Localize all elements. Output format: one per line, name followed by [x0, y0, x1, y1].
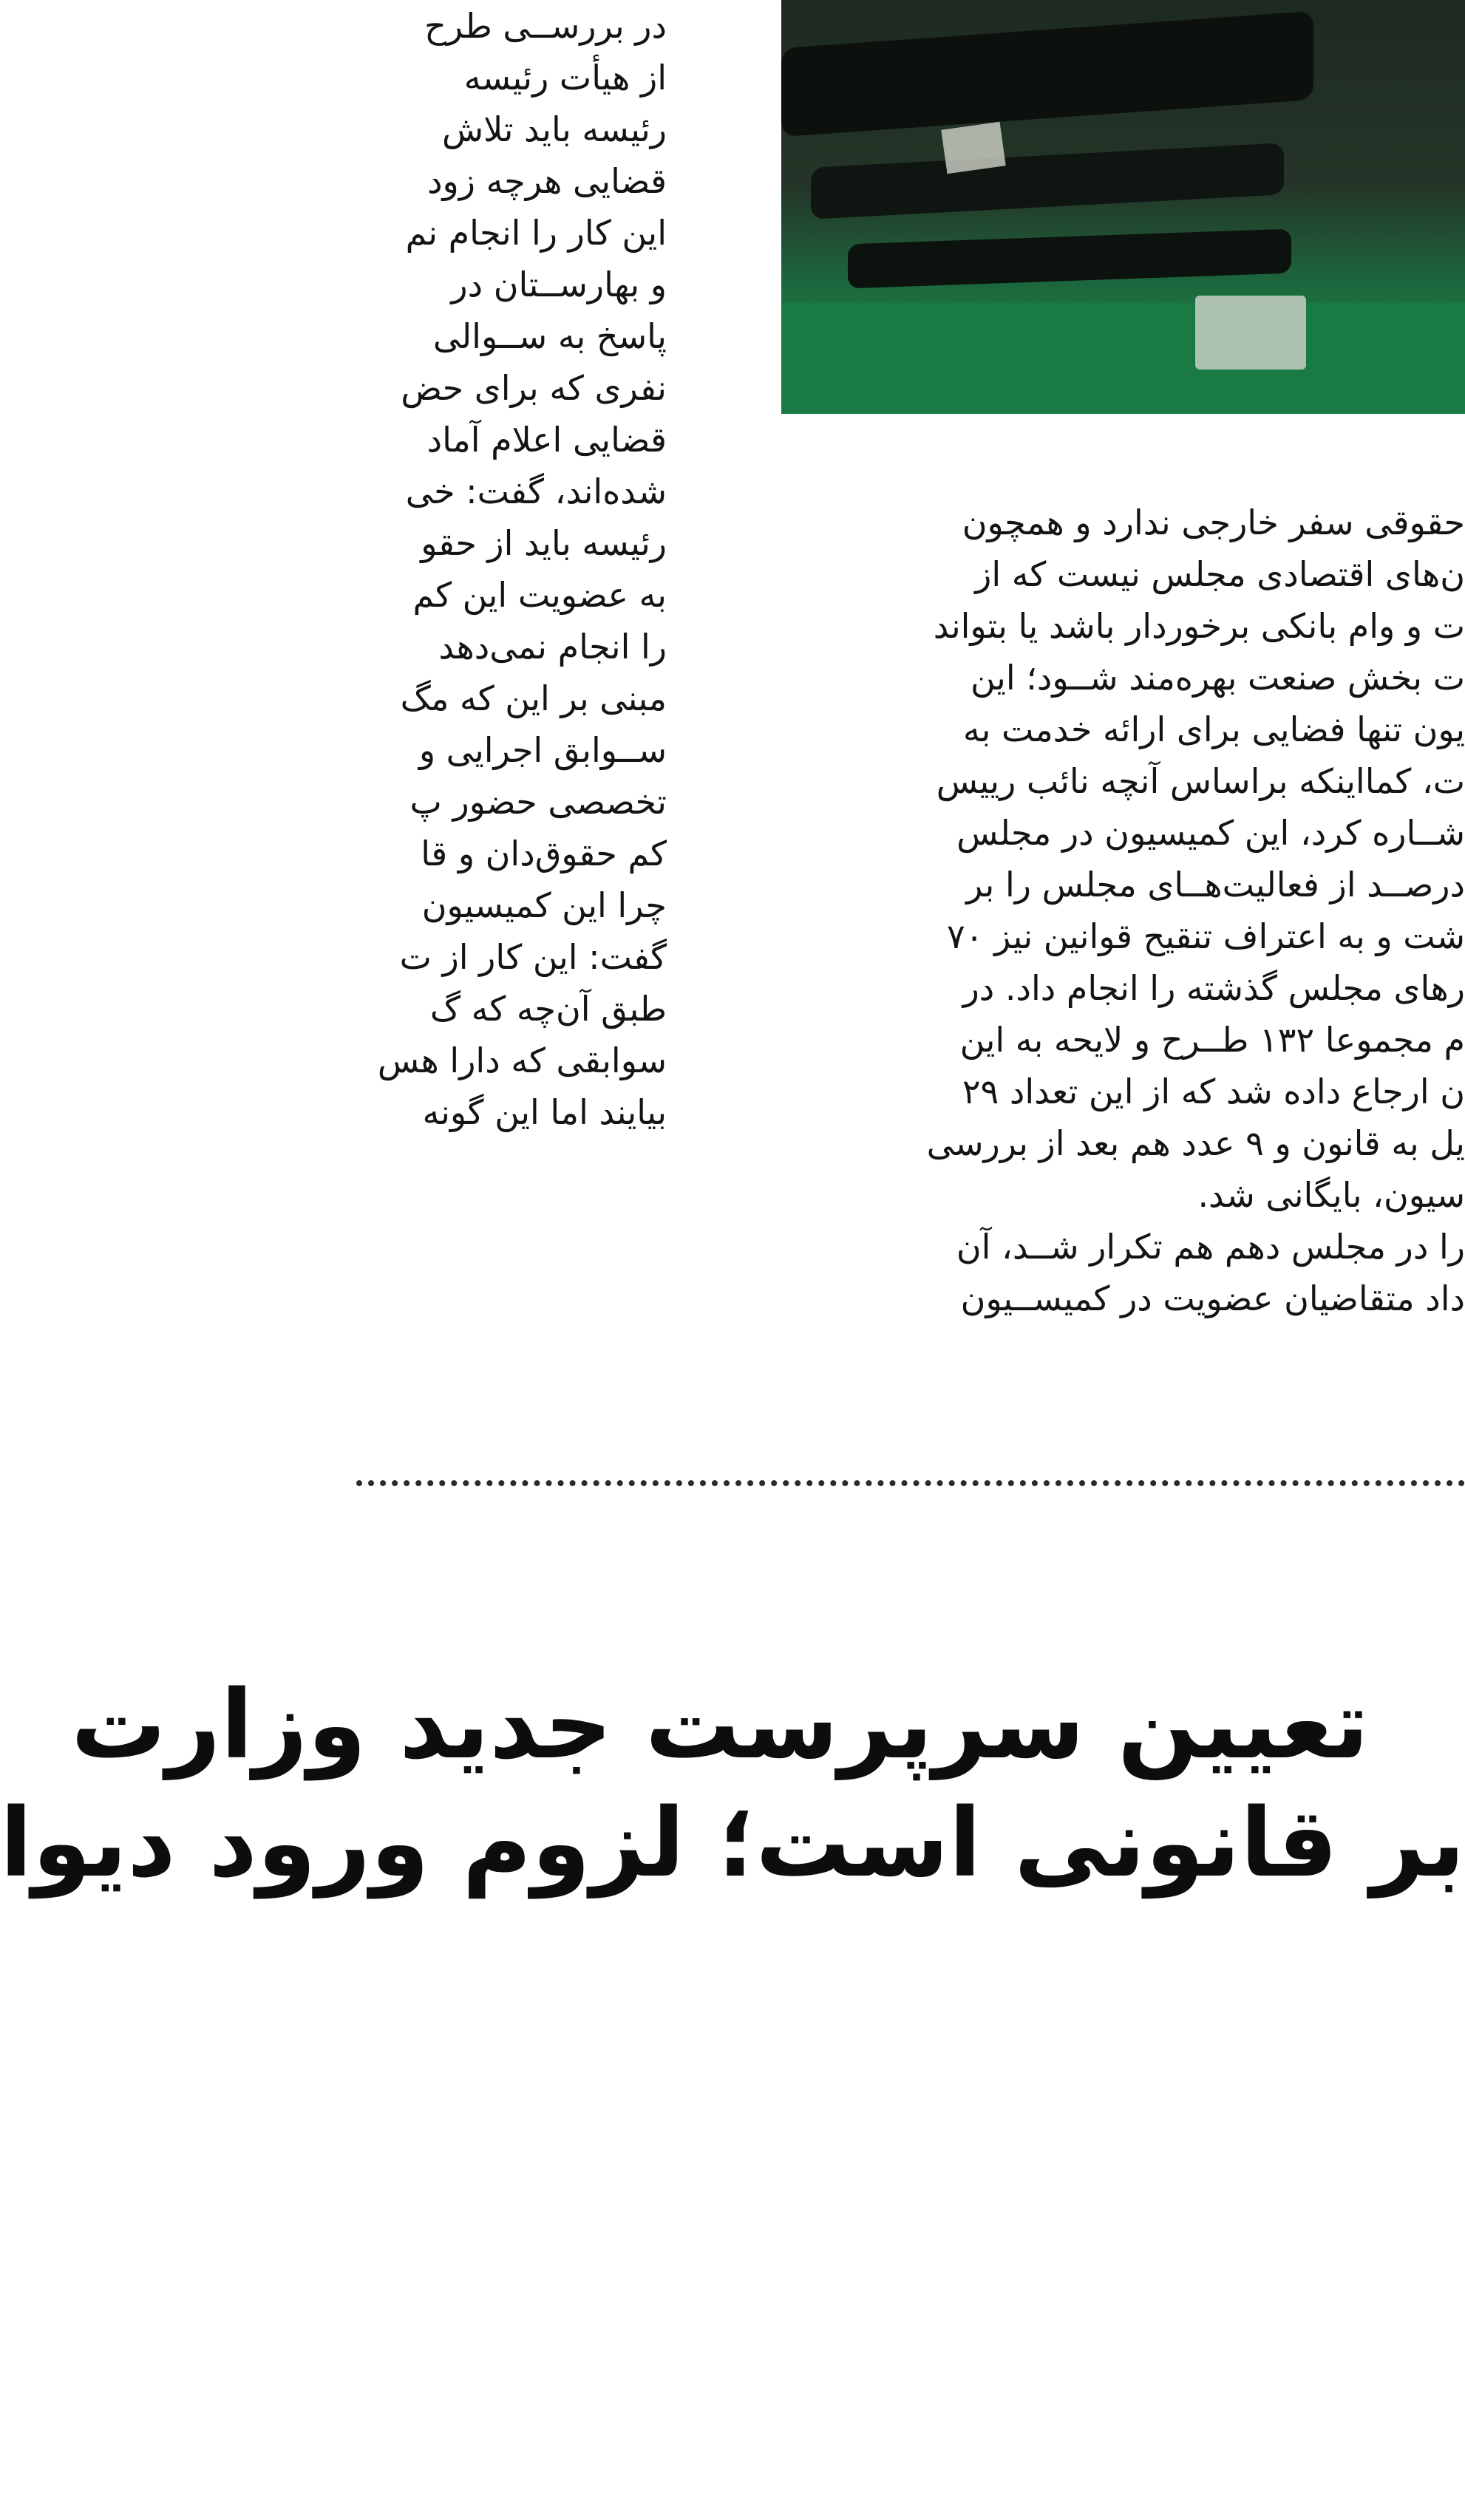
text-line: بیایند اما این گونه: [422, 1092, 667, 1132]
text-line: ت، کمااینکه براساس آنچه نائب رییس: [936, 761, 1465, 801]
text-line: در بررســی طرح: [424, 6, 667, 46]
headline-line-2: بر قانونی است؛ لزوم ورود دیوا: [0, 1788, 1465, 1898]
text-line: سیون، بایگانی شد.: [1197, 1175, 1465, 1215]
article-column-left: [356, 0, 667, 1138]
headline-line-1: تعیین سرپرست جدید وزارت: [71, 1670, 1369, 1780]
text-line: را در مجلس دهم هم تکرار شــد، آن: [956, 1227, 1465, 1267]
photo-paper-shape: [941, 122, 1006, 174]
text-line: نفری که برای حض: [401, 368, 667, 408]
text-line: شده‌اند، گفت: خی: [405, 471, 667, 511]
photo-bench-shape: [781, 11, 1313, 137]
text-line: از هیأت رئیسه: [463, 58, 667, 98]
text-line: قضایی هرچه زود: [427, 161, 667, 201]
article-column-right: [770, 497, 1465, 1324]
text-line: رهای مجلس گذشته را انجام داد. در: [962, 968, 1465, 1008]
text-line: ت و وام بانکی برخوردار باشد یا بتواند: [933, 606, 1465, 646]
text-line: قضایی اعلام آماد: [426, 420, 667, 460]
text-line: و بهارســتان در: [451, 265, 667, 304]
photo-desk-shape: [781, 303, 1465, 414]
text-line: یون تنها فضایی برای ارائه خدمت به: [962, 709, 1465, 749]
text-line: رئیسه باید از حقو: [421, 523, 667, 563]
photo-bench-shape: [811, 143, 1284, 219]
photo-bench-shape: [848, 229, 1291, 289]
photo-lamp-shape: [1195, 296, 1306, 370]
text-line: مبنی بر این که مگ: [400, 678, 667, 718]
text-line: طبق آن‌چه که گ: [429, 989, 667, 1029]
text-line: چرا این کمیسیون: [421, 885, 667, 925]
text-line: شــاره کرد، این کمیسیون در مجلس: [956, 813, 1465, 853]
text-line: ســوابق اجرایی و: [418, 730, 667, 770]
text-line: ن ارجاع داده شد که از این تعداد ۲۹: [962, 1072, 1465, 1111]
text-line: پاسخ به ســوالی: [432, 316, 667, 356]
text-line: کم حقوق‌دان و قا: [421, 834, 667, 874]
text-line: ت بخش صنعت بهره‌مند شــود؛ این: [971, 658, 1465, 698]
section-divider: [356, 1480, 1465, 1486]
text-line: را انجام نمی‌دهد: [438, 627, 667, 667]
text-line: داد متقاضیان عضویت در کمیســیون: [960, 1278, 1465, 1318]
text-line: شت و به اعتراف تنقیح قوانین نیز ۷۰: [947, 916, 1465, 956]
text-line: درصــد از فعالیت‌هــای مجلس را بر: [966, 865, 1465, 905]
text-line: به عضویت این کم: [412, 575, 667, 615]
text-line: رئیسه باید تلاش: [441, 109, 667, 149]
text-line: حقوقی سفر خارجی ندارد و همچون: [962, 503, 1465, 542]
text-line: م مجموعا ۱۳۲ طــرح و لایحه به این: [959, 1020, 1465, 1060]
text-line: ن‌های اقتصادی مجلس نیست که از: [975, 554, 1465, 594]
text-line: یل به قانون و ۹ عدد هم بعد از بررسی: [926, 1123, 1465, 1163]
text-line: سوابقی که دارا هس: [377, 1041, 667, 1080]
text-line: گفت: این کار از ت: [399, 937, 667, 977]
text-line: تخصصی حضور پ: [409, 782, 667, 822]
text-line: این کار را انجام نم: [405, 213, 667, 253]
parliament-photo: [781, 0, 1465, 414]
